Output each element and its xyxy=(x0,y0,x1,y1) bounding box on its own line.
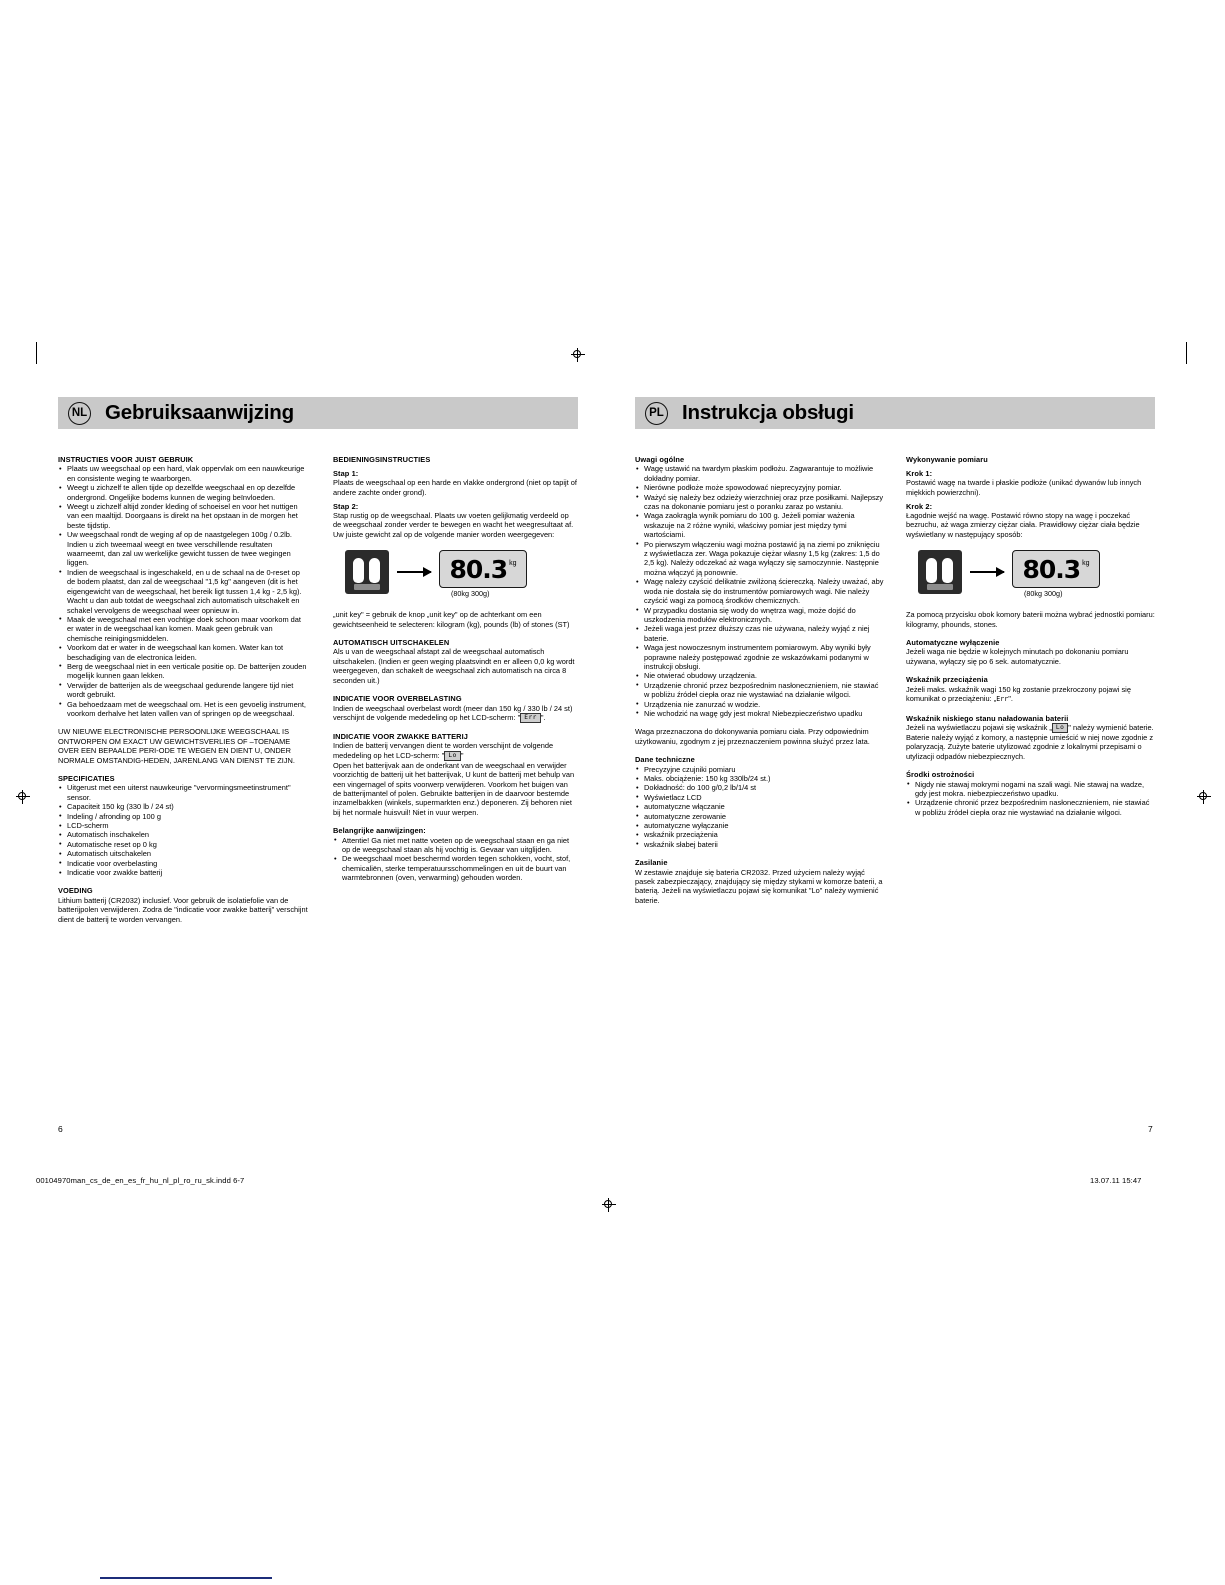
list-item: • automatyczne włączanie xyxy=(635,802,885,811)
list-item: • wskaźnik przeciążenia xyxy=(635,830,885,839)
pl-step1-heading: Krok 1: xyxy=(906,468,933,478)
nl-heading-power: VOEDING xyxy=(58,886,93,896)
list-item: • Attentie! Ga niet met natte voeten op de weegschaal staan en ga niet op de weegschaal staan als hij vochtig is. Gevaar van uitglijden. xyxy=(333,836,578,855)
list-item: • Wagę należy czyścić delikatnie zwilżoną ściereczką. Należy uważać, aby woda nie dostała się do instrumentów pomiarowych wagi. Nie należy czyścić wagi za pomocą środków chemicznych. xyxy=(635,577,885,605)
nl-scale-illustration xyxy=(333,546,578,604)
nl-heading-specifications: SPECIFICATIES xyxy=(58,774,115,783)
registration-mark-bottom xyxy=(602,1198,616,1212)
footer-timestamp: 13.07.11 15:47 xyxy=(1090,1176,1142,1185)
list-item: • Nie wchodzić na wagę gdy jest mokra! Niebezpieczeństwo upadku xyxy=(635,709,885,718)
pl-heading-technical: Dane techniczne xyxy=(635,755,695,765)
list-item: • Nigdy nie stawaj mokrymi nogami na szali wagi. Nie stawaj na wadze, gdy jest mokra. niebezpieczeństwo upadku. xyxy=(906,780,1156,799)
footprint-right-icon xyxy=(369,558,380,583)
pl-scale-illustration xyxy=(906,546,1156,604)
crop-mark-top-right xyxy=(1186,342,1187,364)
nl-power-paragraph: Lithium batterij (CR2032) inclusief. Voor gebruik de isolatiefolie van de batterijpolen verwijderen. Zodra de "indicatie voor zwakke batterij" verschijnt dient de batterij te worden vervangen. xyxy=(58,895,308,924)
list-item: • automatyczne wyłączanie xyxy=(635,821,885,830)
nl-lowbattery-text-a xyxy=(333,741,578,760)
nl-unitkey-text: „unit key" = gebruik de knop „unit key" op de achterkant om een gewichtseenheid te selecteren: kilogram (kg), pounds (lb) of stones (ST) xyxy=(333,610,570,629)
list-item: • Indicatie voor overbelasting xyxy=(58,859,308,868)
nl-proper-use-list xyxy=(58,464,308,718)
pl-heading-general: Uwagi ogólne xyxy=(635,455,685,464)
lcd-display-nl xyxy=(439,550,527,588)
nl-lowbattery-text-end: " xyxy=(460,750,464,760)
list-item: • Verwijder de batterijen als de weegschaal gedurende langere tijd niet wordt gebruikt. xyxy=(58,681,308,700)
lcd-caption-pl: (80kg 300g) xyxy=(1024,589,1063,599)
pl-autooff-text: Jeżeli waga nie będzie w kolejnych minutach po dokonaniu pomiaru używana, wyłączy się po 6 sek. automatycznie. xyxy=(906,647,1129,666)
language-header-pl xyxy=(635,397,1155,429)
lcd-error-code-nl: Err xyxy=(520,713,541,723)
nl-autooff-text: Als u van de weegschaal afstapt zal de weegschaal automatisch uitschakelen. (Indien er geen weging plaatsvindt en er alleen 0,0 kg wordt weergegeven, dan schakelt de weegschaal zich automatisch na circa 8 seconden uit.) xyxy=(333,647,575,685)
list-item: • Wyświetlacz LCD xyxy=(635,793,885,802)
nl-heading-overload: INDICATIE VOOR OVERBELASTING xyxy=(333,694,462,704)
list-item: • Automatisch uitschakelen xyxy=(58,849,308,858)
list-item: • Waga jest nowoczesnym instrumentem pomiarowym. Aby wyniki były poprawne należy postępować zgodnie ze wskazówkami podanymi w instrukcji obsługi. xyxy=(635,643,885,671)
pl-step2-heading: Krok 2: xyxy=(906,501,933,511)
list-item: • Uw weegschaal rondt de weging af op de naastgelegen 100g / 0.2lb. Indien u zich tweemaal weegt en twee verschillende resultaten waarneemt, dan zal uw werkelijke gewicht tussen de twee wegingen liggen. xyxy=(58,530,308,568)
nl-step1-heading: Stap 1: xyxy=(333,468,359,478)
list-item: • W przypadku dostania się wody do wnętrza wagi, może dojść do uszkodzenia modułów elektronicznych. xyxy=(635,606,885,625)
list-item: • Plaats uw weegschaal op een hard, vlak oppervlak om een nauwkeurige en consistente weging te waarborgen. xyxy=(58,464,308,483)
list-item: • Capaciteit 150 kg (330 lb / 24 st) xyxy=(58,802,308,811)
list-item: • Ważyć się należy bez odzieży wierzchniej oraz prze posiłkami. Najlepszy czas na dokonanie pomiaru jest o poranku zaraz po wstaniu. xyxy=(635,493,885,512)
scale-display-strip xyxy=(927,584,953,590)
lcd-weight-unit-nl: kg xyxy=(509,560,517,568)
footer-filename: 00104970man_cs_de_en_es_fr_hu_nl_pl_ro_ru_sk.indd 6-7 xyxy=(36,1176,245,1185)
list-item: • Urządzenie chronić przez bezpośrednim nasłonecznieniem, nie stawiać w pobliżu źródeł ciepła oraz nie wystawiać na działanie wilgoci. xyxy=(635,681,885,700)
language-badge-nl: NL xyxy=(68,402,91,425)
pl-overload-text-end: ". xyxy=(1008,694,1013,704)
nl-step2-heading: Stap 2: xyxy=(333,501,359,511)
nl-overload-text xyxy=(333,704,578,723)
pl-lowbattery-text-part: Jeżeli na wyświetlaczu pojawi się wskaźnik „ xyxy=(906,722,1052,732)
lcd-caption-nl: (80kg 300g) xyxy=(451,589,490,599)
registration-mark-right xyxy=(1197,790,1211,804)
lcd-weight-value-nl: 80.3 xyxy=(449,554,508,584)
scale-icon xyxy=(345,550,389,594)
nl-column-1 xyxy=(58,455,308,924)
pl-heading-measuring: Wykonywanie pomiaru xyxy=(906,455,988,464)
list-item: • automatyczne zerowanie xyxy=(635,812,885,821)
nl-heading-important: Belangrijke aanwijzingen: xyxy=(333,826,426,836)
list-item: • Po pierwszym włączeniu wagi można postawić ją na ziemi po zniknięciu z wyświetlacza zer. Waga pokazuje ciężar własny 1,5 kg (zakres: 1,5 do 2,5 kg). Należy odczekać aż waga wyłączy się samoczynnie. Następnie można włączyć ją ponownie. xyxy=(635,540,885,578)
list-item: • Indeling / afronding op 100 g xyxy=(58,812,308,821)
list-item: • Precyzyjne czujniki pomiaru xyxy=(635,765,885,774)
crop-mark-top-left xyxy=(36,342,37,364)
pl-precautions-list xyxy=(906,780,1156,818)
footprint-left-icon xyxy=(353,558,364,583)
nl-lowbattery-text-part: Indien de batterij vervangen dient te worden verschijnt de volgende mededeling op het LCD-scherm: " xyxy=(333,741,554,760)
page-number-right: 7 xyxy=(1148,1124,1153,1134)
lcd-error-code-pl: Err xyxy=(996,695,1009,704)
nl-lowbattery-text-b: Open het batterijvak aan de onderkant van de weegschaal en verwijder voorzichtig de batterij uit het batterijvak, U kunt de batterij met behulp van een vingernagel of spits voorwerp verwijderen. Voorkom het buigen van de batterijmantel of polen. Gebruikte batterijen in de daarvoor bestemde inzamelbakken (winkels, supermarkten enz.) deponeren. Zij behoren niet bij het normale huisvuil! Niet in vuur werpen. xyxy=(333,760,575,817)
list-item: • Automatische reset op 0 kg xyxy=(58,840,308,849)
list-item: • Dokładność: do 100 g/0,2 lb/1/4 st xyxy=(635,783,885,792)
list-item: • Ga behoedzaam met de weegschaal om. Het is een gevoelig instrument, voorkom derhalve het laten vallen van of springen op de weegschaal. xyxy=(58,700,308,719)
arrow-right-icon xyxy=(970,571,1004,573)
list-item: • Urządzenie chronić przez bezpośrednim nasłonecznieniem, nie stawiać w pobliżu źródeł ciepła oraz nie wystawiać na działanie wilgoci. xyxy=(906,798,1156,817)
lcd-low-code-nl: Lo xyxy=(444,751,460,761)
list-item: • Nie otwierać obudowy urządzenia. xyxy=(635,671,885,680)
list-item: • Indien de weegschaal is ingeschakeld, en u de schaal na de 0-reset op de bodem plaatst, dan zal de weegschaal "1,5 kg" aangeven (dit is het eigengewicht van de weegschaal, het bereik ligt tussen 1,4 kg - 2,5 kg). Wacht u dan aub totdat de weegschaal zich automatisch uitschakelt en schakel vervolgens de weegschaal weer opnieuw in. xyxy=(58,568,308,615)
manual-title-nl: Gebruiksaanwijzing xyxy=(105,401,294,424)
nl-heading-lowbattery: INDICATIE VOOR ZWAKKE BATTERIJ xyxy=(333,731,468,741)
language-badge-pl: PL xyxy=(645,402,668,425)
pl-general-list xyxy=(635,464,885,718)
pl-lowbattery-text xyxy=(906,723,1156,761)
pl-lowbattery-text-end: " należy wymienić baterie. Baterie należy wyjąć z komory, a następnie umieścić w niej nowe zgodnie z polaryzacją. Zużyte baterie utylizować zgodnie z lokalnymi przepisami o utylizacji odpadów niebezpiecznych. xyxy=(906,722,1154,761)
list-item: • Waga zaokrągla wynik pomiaru do 100 g. Jeżeli pomiar ważenia wskazuje na 2 różne wyniki, właściwy pomiar jest między tymi wartościami. xyxy=(635,511,885,539)
nl-overload-text-part: Indien de weegschaal overbelast wordt (meer dan 150 kg / 330 lb / 24 st) verschijnt de volgende mededeling op het LCD-scherm: " xyxy=(333,703,573,722)
lcd-weight-value-pl: 80.3 xyxy=(1022,554,1081,584)
list-item: • Maks. obciążenie: 150 kg 330lb/24 st.) xyxy=(635,774,885,783)
footprint-right-icon xyxy=(942,558,953,583)
list-item: • Uitgerust met een uiterst nauwkeurige "vervormingsmeetinstrument" sensor. xyxy=(58,783,308,802)
pl-technical-list xyxy=(635,765,885,850)
manual-title-pl: Instrukcja obsługi xyxy=(682,401,854,424)
lcd-low-code-pl: Lo xyxy=(1052,723,1068,733)
pl-step1-text: Postawić wagę na twarde i płaskie podłoże (unikać dywanów lub innych miękkich powierzchni). xyxy=(906,478,1142,497)
language-header-nl xyxy=(58,397,578,429)
list-item: • De weegschaal moet beschermd worden tegen schokken, vocht, stof, chemicaliën, sterke temperatuursschommelingen en uit de buurt van warmtebronnen (oven, verwarming) gehouden worden. xyxy=(333,854,578,882)
scale-display-strip xyxy=(354,584,380,590)
pl-heading-overload: Wskaźnik przeciążenia xyxy=(906,675,988,685)
footprint-left-icon xyxy=(926,558,937,583)
list-item: • Urządzenia nie zanurzać w wodzie. xyxy=(635,700,885,709)
list-item: • Maak de weegschaal met een vochtige doek schoon maar voorkom dat er water in de weegschaal kan komen. Maak geen gebruik van chemische reinigingsmiddelen. xyxy=(58,615,308,643)
registration-mark-left xyxy=(16,790,30,804)
pl-overload-text-part: Jeżeli maks. wskaźnik wagi 150 kg zostanie przekroczony pojawi się komunikat o przeciążeniu: „ xyxy=(906,684,1131,704)
pl-power-paragraph: W zestawie znajduje się bateria CR2032. Przed użyciem należy wyjąć pasek zabezpieczający, znajdujący się między stykami w komorze baterii, a baterią. Jeżeli na wyświetlaczu pojawi się komunikat "Lo" należy wymienić baterie. xyxy=(635,867,883,905)
list-item: • Berg de weegschaal niet in een verticale positie op. De batterijen zouden mogelijk kunnen gaan lekken. xyxy=(58,662,308,681)
pl-step2-text: Łagodnie wejść na wagę. Postawić równo stopy na wagę i poczekać bezruchu, aż waga zmierzy ciężar ciała. Prawidłowy ciężar ciała będzie wyświetlany w następujący sposób: xyxy=(906,511,1140,539)
nl-heading-autooff: AUTOMATISCH UITSCHAKELEN xyxy=(333,638,450,648)
nl-overload-text-end: ". xyxy=(540,712,546,722)
pl-overload-text xyxy=(906,685,1156,705)
pl-heading-power: Zasilanie xyxy=(635,858,668,868)
list-item: • Wagę ustawić na twardym płaskim podłożu. Zagwarantuje to możliwie dokładny pomiar. xyxy=(635,464,885,483)
pl-heading-autooff: Automatyczne wyłączenie xyxy=(906,638,1000,648)
nl-heading-proper-use: INSTRUCTIES VOOR JUIST GEBRUIK xyxy=(58,455,194,464)
pl-heading-precautions: Środki ostrożności xyxy=(906,770,975,780)
list-item: • Automatisch inschakelen xyxy=(58,830,308,839)
pl-intro-paragraph: Waga przeznaczona do dokonywania pomiaru ciała. Przy odpowiednim użytkowaniu, zgodnym z jej przeznaczeniem powinna służyć przez lata. xyxy=(635,727,870,746)
pl-heading-lowbattery: Wskaźnik niskiego stanu naładowania baterii xyxy=(906,713,1069,723)
lcd-display-pl xyxy=(1012,550,1100,588)
list-item: • Indicatie voor zwakke batterij xyxy=(58,868,308,877)
list-item: • LCD-scherm xyxy=(58,821,308,830)
registration-mark-top xyxy=(571,348,585,362)
pl-unit-select-text: Za pomocą przycisku obok komory baterii można wybrać jednostki pomiaru: kilogramy, phounds, stones. xyxy=(906,610,1155,629)
pl-column-1 xyxy=(635,455,885,905)
scale-icon xyxy=(918,550,962,594)
nl-intro-paragraph: UW NIEUWE ELECTRONISCHE PERSOONLIJKE WEEGSCHAAL IS ONTWORPEN OM EXACT UW GEWICHTSVERLIES OF –TOENAME OVER EEN BEPAALDE PERI-ODE TE WEGEN EN DIENT U, ONDER NORMALE OMSTANDIG-HEDEN, JARENLANG VAN DIENST TE ZIJN. xyxy=(58,727,295,765)
nl-heading-operating: BEDIENINGSINSTRUCTIES xyxy=(333,455,431,464)
nl-step2-text: Stap rustig op de weegschaal. Plaats uw voeten gelijkmatig verdeeld op de weegschaal zonder verder te bewegen en wacht het weegresultaat af. Uw juiste gewicht zal op de volgende manier worden weergegeven: xyxy=(333,511,574,539)
pl-column-2 xyxy=(906,455,1156,817)
nl-specifications-list xyxy=(58,783,308,877)
bottom-accent-line xyxy=(100,1577,272,1579)
nl-column-2 xyxy=(333,455,578,883)
arrow-right-icon xyxy=(397,571,431,573)
nl-step1-text: Plaats de weegschaal op een harde en vlakke ondergrond (niet op tapijt of andere zachte onder grond). xyxy=(333,478,577,497)
list-item: • Voorkom dat er water in de weegschaal kan komen. Water kan tot beschadiging van de electronica leiden. xyxy=(58,643,308,662)
list-item: • Weegt u zichzelf te allen tijde op dezelfde weegschaal en op dezelfde ondergrond. Ongelijke bodems kunnen de weging beïnvloeden. xyxy=(58,483,308,502)
page-number-left: 6 xyxy=(58,1124,63,1134)
list-item: • Jeżeli waga jest przez dłuższy czas nie używana, należy wyjąć z niej baterie. xyxy=(635,624,885,643)
nl-important-list xyxy=(333,836,578,883)
list-item: • Weegt u zichzelf altijd zonder kleding of schoeisel en voor het nuttigen van een maaltijd. Doorgaans is direkt na het opstaan in de morgen het beste tijdstip. xyxy=(58,502,308,530)
list-item: • wskaźnik słabej baterii xyxy=(635,840,885,849)
lcd-weight-unit-pl: kg xyxy=(1082,560,1090,568)
list-item: • Nierówne podłoże może spowodować nieprecyzyjny pomiar. xyxy=(635,483,885,492)
